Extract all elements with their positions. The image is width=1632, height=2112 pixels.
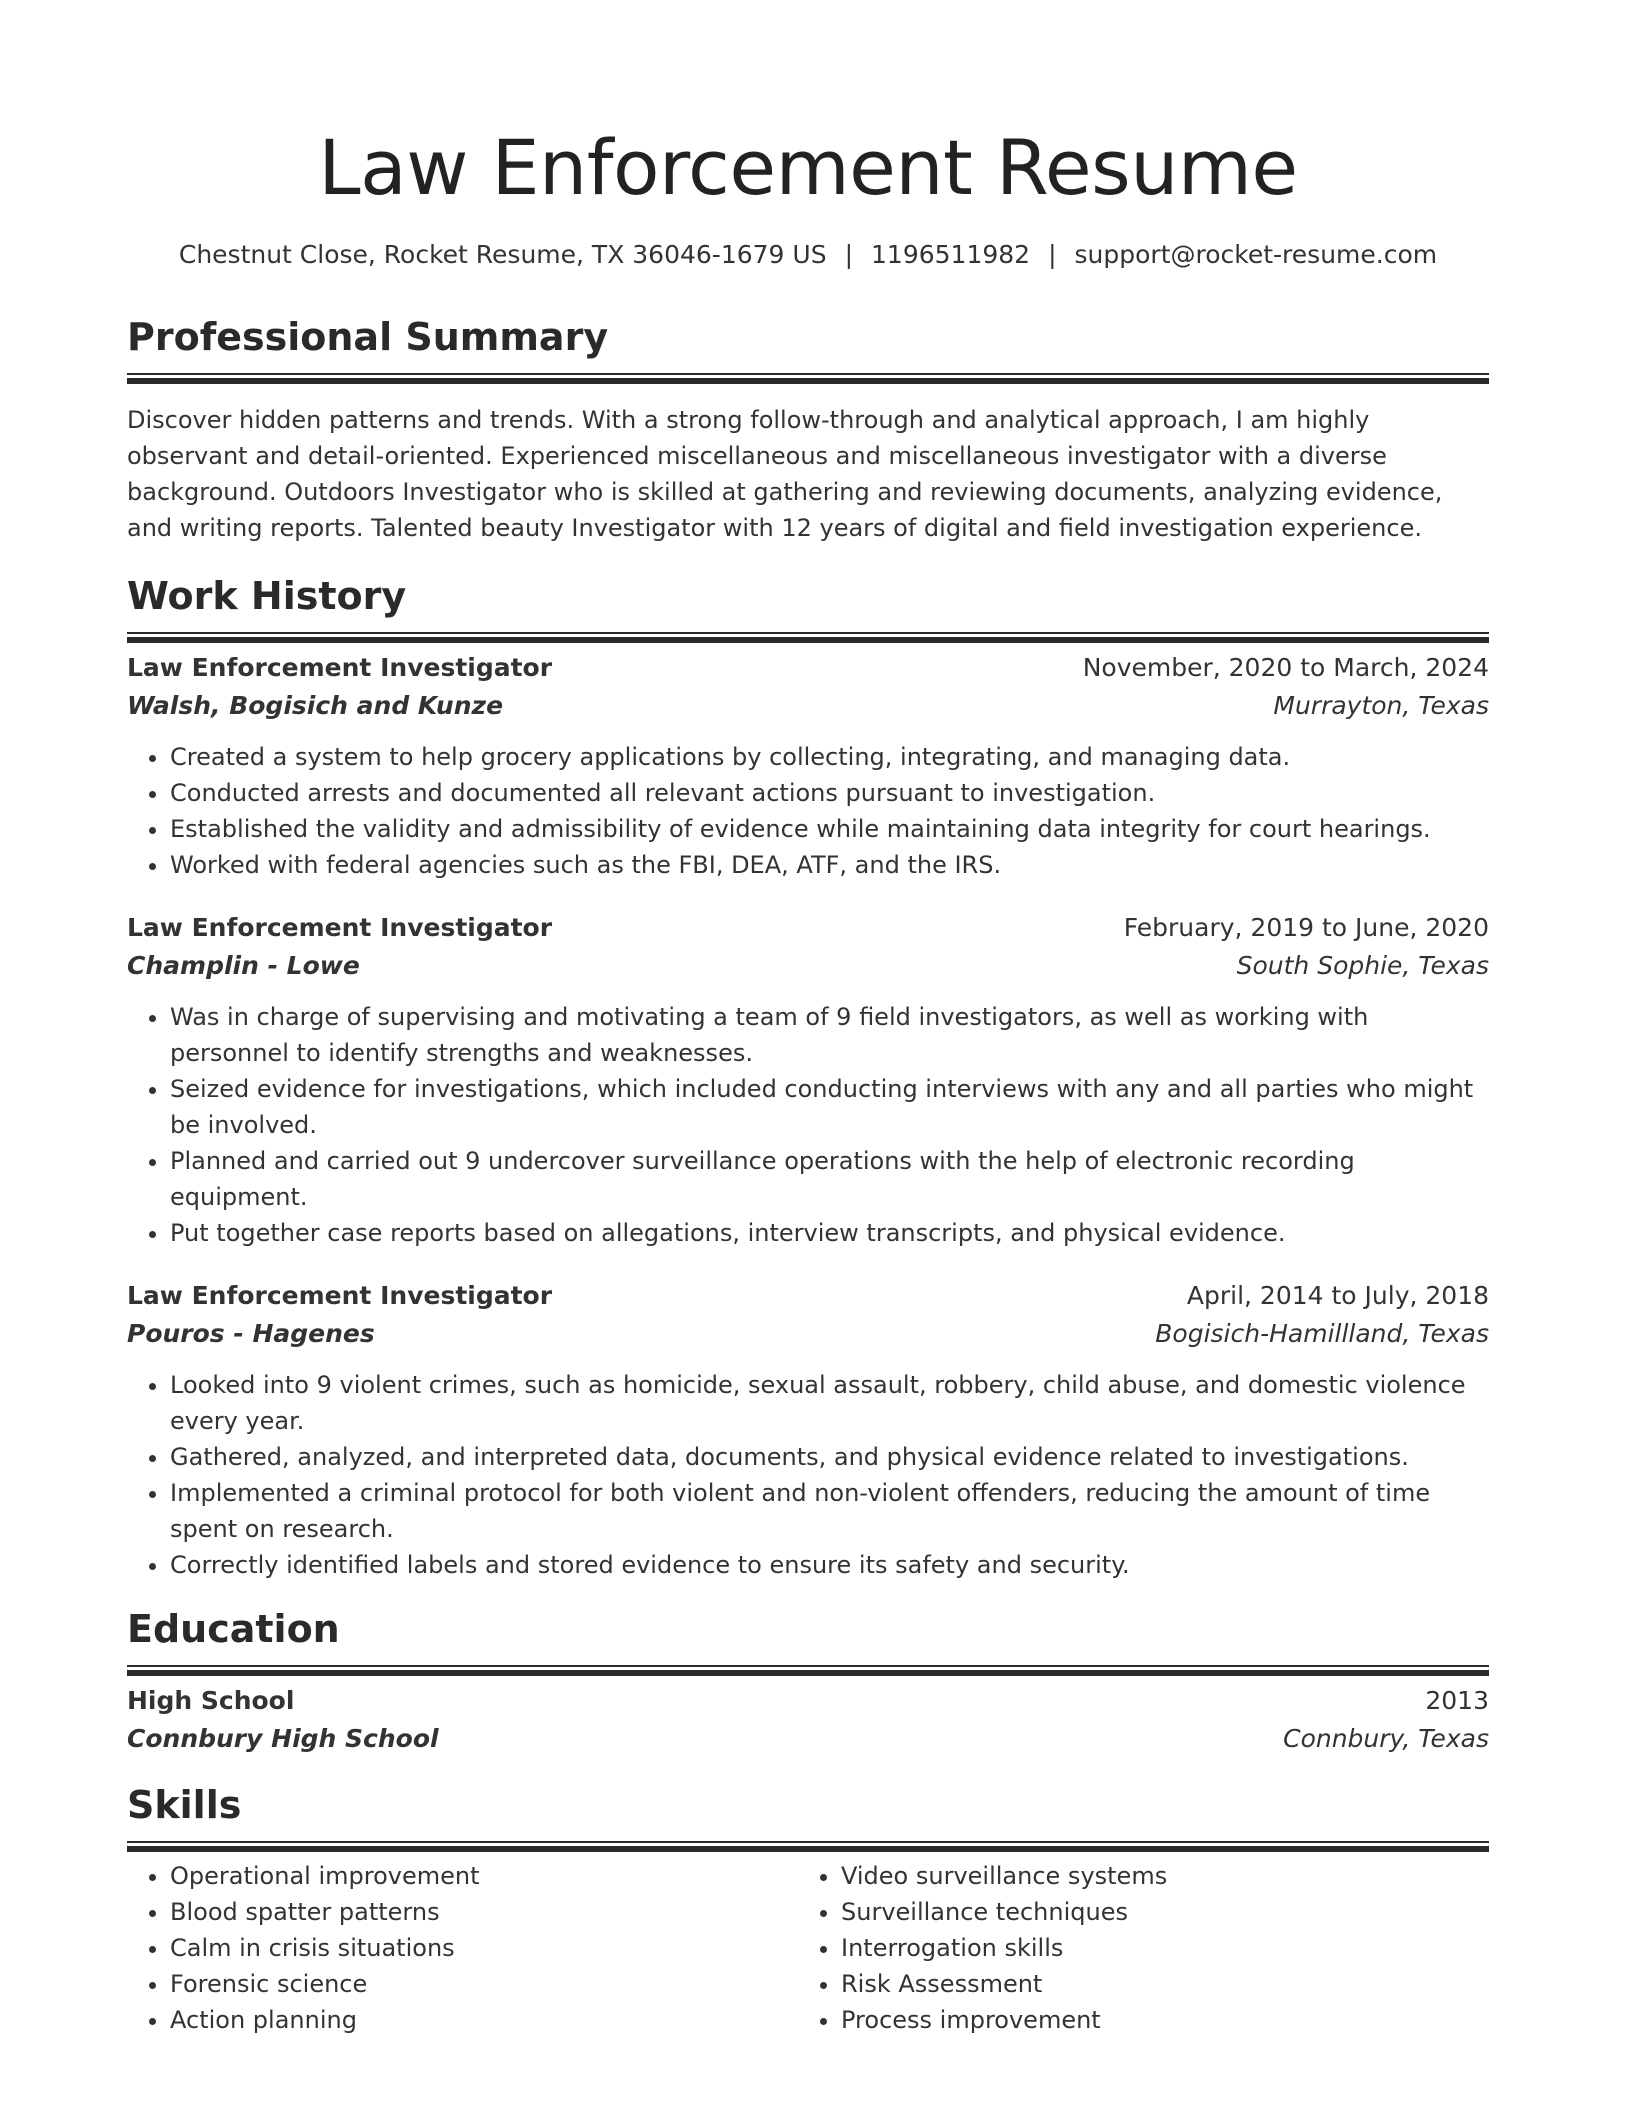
section-divider bbox=[127, 632, 1489, 634]
list-item: • Seized evidence for investigations, which included conducting interviews with any and all parties who might be involved. bbox=[170, 1071, 1489, 1143]
skills-column-left bbox=[127, 1858, 798, 2038]
job-dates: November, 2020 to March, 2024 bbox=[1082, 653, 1489, 682]
list-item: • Blood spatter patterns bbox=[170, 1894, 798, 1930]
section-title-work-history: Work History bbox=[127, 574, 407, 618]
section-divider bbox=[127, 1841, 1489, 1843]
section-divider bbox=[127, 1665, 1489, 1667]
contact-address: Chestnut Close, Rocket Resume, TX 36046-1679 US bbox=[178, 240, 827, 269]
resume-page bbox=[127, 0, 1489, 2038]
list-item: • Conducted arrests and documented all relevant actions pursuant to investigation. bbox=[170, 775, 1489, 811]
list-item: • Implemented a criminal protocol for both violent and non-violent offenders, reducing the amount of time spent on research. bbox=[170, 1475, 1489, 1547]
job-entry bbox=[127, 909, 1489, 1251]
resume-title: Law Enforcement Resume bbox=[318, 123, 1298, 212]
list-item: • Forensic science bbox=[170, 1966, 798, 2002]
job-company: Walsh, Bogisich and Kunze bbox=[127, 691, 504, 720]
education-year: 2013 bbox=[1425, 1686, 1489, 1715]
summary-text: Discover hidden patterns and trends. With a strong follow-through and analytical approach, I am highly observant and detail-oriented. Experienced miscellaneous and miscellaneous investigator with a diverse background. Outdoors Investigator who is skilled at gathering and reviewing documents, analyzing evidence, and writing reports. Talented beauty Investigator with 12 years of digital and field investigation experience. bbox=[127, 406, 1443, 542]
list-item: • Risk Assessment bbox=[841, 1966, 1469, 2002]
skills-columns bbox=[127, 1858, 1489, 2038]
job-entry bbox=[127, 649, 1489, 883]
list-item: • Put together case reports based on allegations, interview transcripts, and physical evidence. bbox=[170, 1215, 1489, 1251]
list-item: • Planned and carried out 9 undercover surveillance operations with the help of electronic recording equipment. bbox=[170, 1143, 1489, 1215]
section-title-summary: Professional Summary bbox=[127, 315, 609, 359]
list-item: • Created a system to help grocery applications by collecting, integrating, and managing data. bbox=[170, 739, 1489, 775]
job-title: Law Enforcement Investigator bbox=[127, 913, 553, 942]
job-company: Pouros - Hagenes bbox=[127, 1319, 375, 1348]
job-dates: February, 2019 to June, 2020 bbox=[1123, 913, 1489, 942]
job-location: South Sophie, Texas bbox=[1236, 951, 1489, 980]
list-item: • Surveillance techniques bbox=[841, 1894, 1469, 1930]
job-bullets bbox=[127, 999, 1489, 1251]
job-title: Law Enforcement Investigator bbox=[127, 1281, 553, 1310]
contact-separator: | bbox=[844, 240, 854, 269]
list-item: • Looked into 9 violent crimes, such as homicide, sexual assault, robbery, child abuse, and domestic violence every year. bbox=[170, 1367, 1489, 1439]
list-item: • Process improvement bbox=[841, 2002, 1469, 2038]
contact-separator: | bbox=[1048, 240, 1057, 269]
list-item: • Interrogation skills bbox=[841, 1930, 1469, 1966]
job-entry bbox=[127, 1277, 1489, 1583]
contact-line bbox=[127, 238, 1489, 272]
education-entry bbox=[127, 1682, 1489, 1758]
list-item: • Action planning bbox=[170, 2002, 798, 2038]
skills-column-right bbox=[798, 1858, 1469, 2038]
contact-email[interactable]: support@rocket-resume.com bbox=[1074, 240, 1438, 269]
job-bullets bbox=[127, 739, 1489, 883]
section-title-education: Education bbox=[127, 1607, 340, 1651]
work-history-section bbox=[127, 572, 1489, 1583]
job-title: Law Enforcement Investigator bbox=[127, 653, 553, 682]
job-bullets bbox=[127, 1367, 1489, 1583]
job-location: Murrayton, Texas bbox=[1273, 691, 1489, 720]
list-item: • Video surveillance systems bbox=[841, 1858, 1469, 1894]
list-item: • Correctly identified labels and stored evidence to ensure its safety and security. bbox=[170, 1547, 1489, 1583]
education-degree: High School bbox=[127, 1686, 295, 1715]
job-location: Bogisich-Hamillland, Texas bbox=[1155, 1319, 1489, 1348]
contact-phone: 1196511982 bbox=[871, 240, 1031, 269]
section-title-skills: Skills bbox=[127, 1783, 242, 1827]
skills-section bbox=[127, 1781, 1489, 2038]
summary-section bbox=[127, 313, 1489, 546]
list-item: • Operational improvement bbox=[170, 1858, 798, 1894]
job-dates: April, 2014 to July, 2018 bbox=[1186, 1281, 1489, 1310]
education-location: Connbury, Texas bbox=[1283, 1724, 1489, 1753]
section-divider bbox=[127, 373, 1489, 375]
list-item: • Established the validity and admissibility of evidence while maintaining data integrity for court hearings. bbox=[170, 811, 1489, 847]
list-item: • Was in charge of supervising and motivating a team of 9 field investigators, as well as working with personnel to identify strengths and weaknesses. bbox=[170, 999, 1489, 1071]
job-company: Champlin - Lowe bbox=[127, 951, 360, 980]
education-school: Connbury High School bbox=[127, 1724, 439, 1753]
education-section bbox=[127, 1605, 1489, 1758]
list-item: • Calm in crisis situations bbox=[170, 1930, 798, 1966]
list-item: • Worked with federal agencies such as the FBI, DEA, ATF, and the IRS. bbox=[170, 847, 1489, 883]
list-item: • Gathered, analyzed, and interpreted data, documents, and physical evidence related to investigations. bbox=[170, 1439, 1489, 1475]
